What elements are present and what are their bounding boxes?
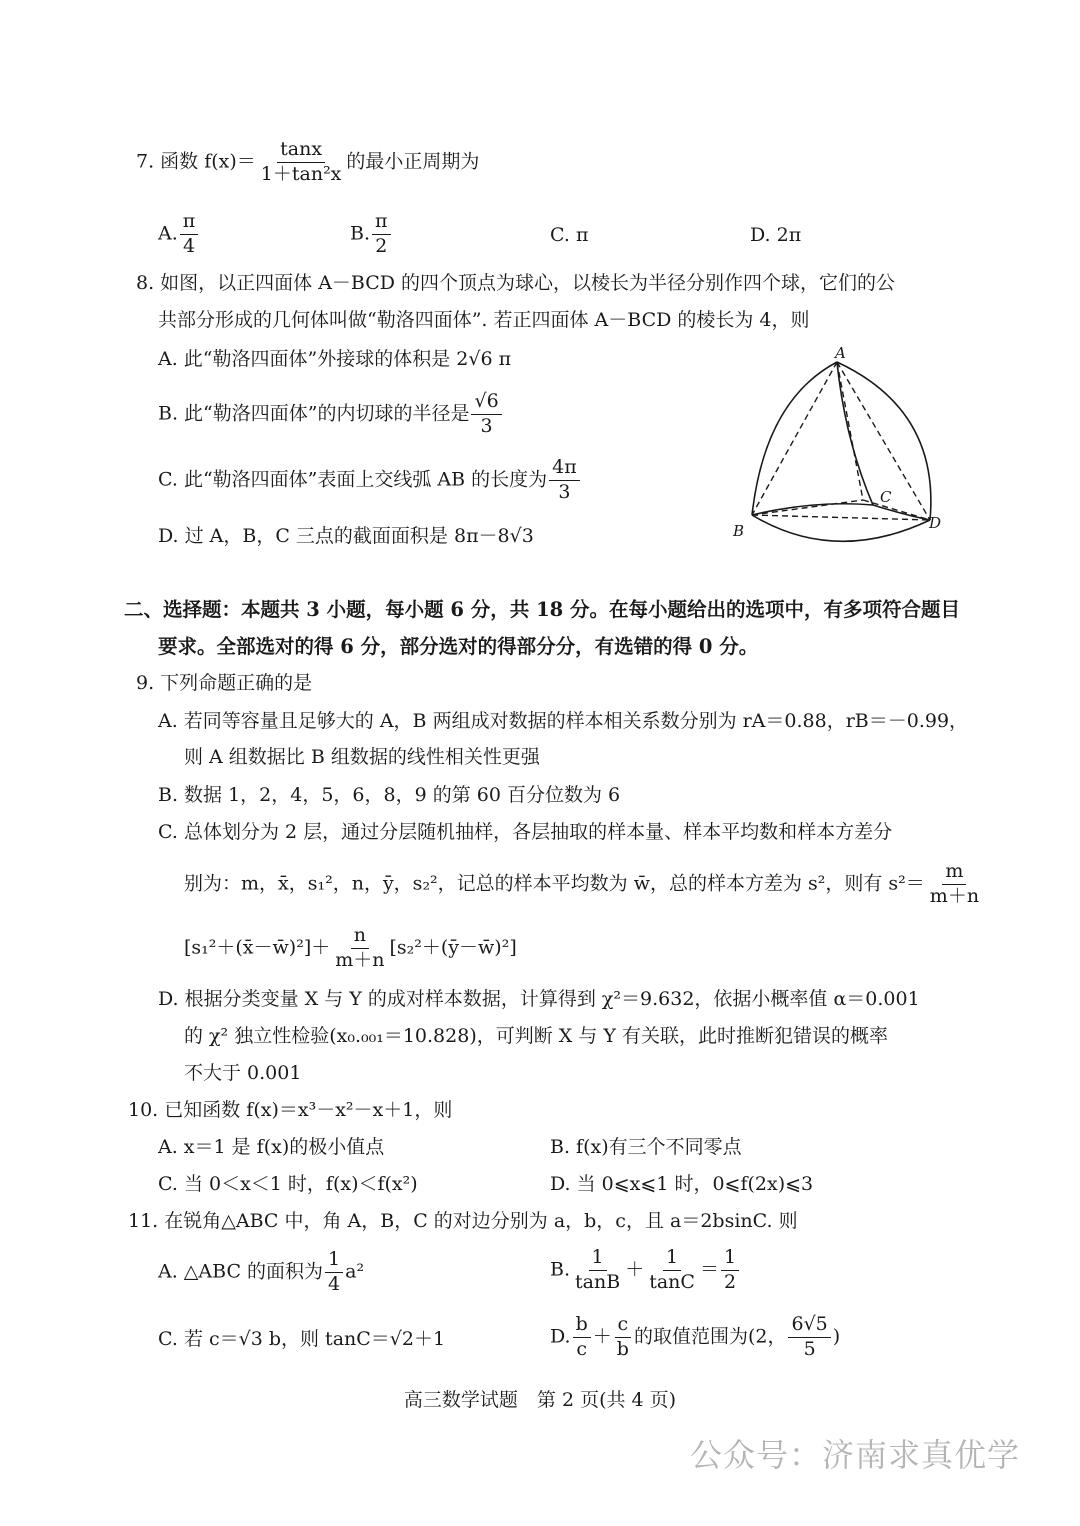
q7-prefix: 7. 函数 f(x)＝ — [136, 150, 256, 173]
q9-stem: 9. 下列命题正确的是 — [136, 672, 313, 694]
q7-option-c: C. π — [550, 224, 589, 246]
q9-option-c-line3: [s₁²＋(x̄－w̄)²]＋ $\frac{n}{m+n}$ [s₂²＋(ȳ－w̄)²] — [184, 924, 517, 971]
vertex-c-label: C — [880, 488, 892, 506]
q8-option-b: B. 此“勒洛四面体”的内切球的半径是 $\frac{√6}{3}$ — [158, 392, 504, 437]
q7-stem: 7. 函数 f(x)＝ $\frac{\tan x}{\text{1＋tan²x}}$ 的最小正周期为 — [136, 138, 480, 185]
q10-option-c: C. 当 0＜x＜1 时，f(x)＜f(x²) — [158, 1173, 418, 1195]
edge-ab — [752, 362, 837, 515]
q7-fraction: $\frac{\tan x}{\text{1＋tan²x}}$ — [260, 138, 342, 185]
q9-option-d-line1: D. 根据分类变量 X 与 Y 的成对样本数据，计算得到 χ²＝9.632，依据小概率值 α＝0.001 — [158, 988, 920, 1010]
q7-option-d: D. 2π — [750, 224, 802, 246]
edge-ac — [837, 362, 863, 500]
q8-option-d: D. 过 A，B，C 三点的截面面积是 8π－8√3 — [158, 525, 534, 547]
vertex-d-label: D — [929, 514, 942, 532]
q7-option-a: A. $\frac{\pi}{4}$ — [158, 212, 200, 257]
q7-option-b: B. $\frac{\pi}{2}$ — [350, 212, 393, 257]
q8-stem-line2: 共部分形成的几何体叫做“勒洛四面体”. 若正四面体 A－BCD 的棱长为 4，则 — [158, 309, 810, 331]
edge-bd — [752, 515, 930, 520]
q9-option-a-line2: 则 A 组数据比 B 组数据的线性相关性更强 — [184, 746, 540, 768]
arc-ab — [752, 362, 837, 515]
vertex-a-label: A — [835, 344, 846, 362]
q8-stem-line1: 8. 如图，以正四面体 A－BCD 的四个顶点为球心，以棱长为半径分别作四个球，它们的公 — [136, 272, 896, 294]
watermark: 公众号：济南求真优学 — [689, 1436, 1020, 1474]
q9-option-a-line1: A. 若同等容量且足够大的 A，B 两组成对数据的样本相关系数分别为 rA＝0.88，rB＝－0.99， — [158, 710, 969, 732]
q11-option-b: B. $\frac{1}{\tan B}$ ＋ $\frac{1}{\tan C}$ ＝ $\frac{1}{2}$ — [550, 1248, 741, 1293]
q9-option-d-line2: 的 χ² 独立性检验(x₀.₀₀₁＝10.828)，可判断 X 与 Y 有关联，此时推断犯错误的概率 — [184, 1025, 888, 1047]
q10-option-d: D. 当 0⩽x⩽1 时，0⩽f(2x)⩽3 — [550, 1173, 814, 1195]
reuleaux-tetrahedron-figure — [725, 340, 965, 550]
q9-option-d-line3: 不大于 0.001 — [184, 1062, 302, 1084]
q8-option-c: C. 此“勒洛四面体”表面上交线弧 AB 的长度为 $\frac{4\pi}{3}$ — [158, 458, 582, 503]
section2-header-line2: 要求。全部选对的得 6 分，部分选对的得部分分，有选错的得 0 分。 — [158, 635, 759, 658]
q10-option-b: B. f(x)有三个不同零点 — [550, 1136, 742, 1158]
arc-ac — [837, 362, 873, 505]
q9-option-b: B. 数据 1，2，4，5，6，8，9 的第 60 百分位数为 6 — [158, 784, 621, 806]
q10-stem: 10. 已知函数 f(x)＝x³－x²－x＋1，则 — [128, 1099, 453, 1121]
q11-option-c: C. 若 c＝√3 b，则 tanC＝√2＋1 — [158, 1328, 446, 1350]
vertex-b-label: B — [733, 522, 745, 540]
q11-option-a: A. △ABC 的面积为 $\frac{1}{4}$ a² — [158, 1248, 365, 1295]
arc-bc — [752, 504, 873, 515]
section2-header-line1: 二、选择题：本题共 3 小题，每小题 6 分，共 18 分。在每小题给出的选项中，有多项符合题目 — [124, 598, 961, 621]
q9-option-c-line1: C. 总体划分为 2 层，通过分层随机抽样，各层抽取的样本量、样本平均数和样本方差分 — [158, 821, 893, 843]
q11-option-d: D. $\frac{b}{c}$ ＋ $\frac{c}{b}$ 的取值范围为(2， $\frac{6√5}{5}$ ) — [550, 1313, 841, 1360]
page-footer: 高三数学试题 第 2 页(共 4 页) — [403, 1389, 677, 1411]
q8-option-a: A. 此“勒洛四面体”外接球的体积是 2√6 π — [158, 348, 512, 370]
edge-bc — [752, 500, 863, 515]
q11-stem: 11. 在锐角△ABC 中，角 A，B，C 的对边分别为 a，b，c，且 a＝2bsinC. 则 — [128, 1210, 798, 1232]
q10-option-a: A. x＝1 是 f(x)的极小值点 — [158, 1136, 385, 1158]
q9-option-c-line2: 别为：m，x̄，s₁²，n，ȳ，s₂²，记总的样本平均数为 w̄，总的样本方差为 s²，则有 s²＝ $\frac{m}{m+n}$ — [184, 860, 980, 907]
